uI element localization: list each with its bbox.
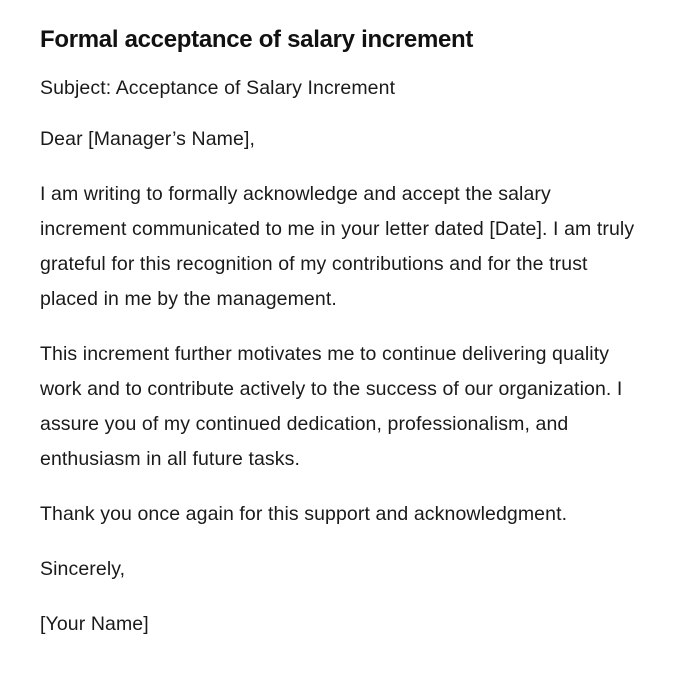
letter-paragraph-motivation: This increment further motivates me to continue delivering quality work and to contribute actively to the success of our organization. I assure you of my continued dedication, professionalism, and enthusiasm in all future tasks. xyxy=(40,343,623,470)
letter-paragraph-thanks: Thank you once again for this support and acknowledgment. xyxy=(40,503,568,525)
letter-signature: [Your Name] xyxy=(40,613,149,635)
letter-document xyxy=(40,22,640,662)
letter-closing: Sincerely, xyxy=(40,558,126,580)
letter-subject: Subject: Acceptance of Salary Increment xyxy=(40,77,396,99)
letter-salutation: Dear [Manager’s Name], xyxy=(40,128,255,150)
letter-paragraph-acceptance: I am writing to formally acknowledge and accept the salary increment communicated to me in your letter dated [Date]. I am truly grateful for this recognition of my contributions and for the trust placed in me by the management. xyxy=(40,183,635,310)
document-title: Formal acceptance of salary increment xyxy=(40,26,474,53)
